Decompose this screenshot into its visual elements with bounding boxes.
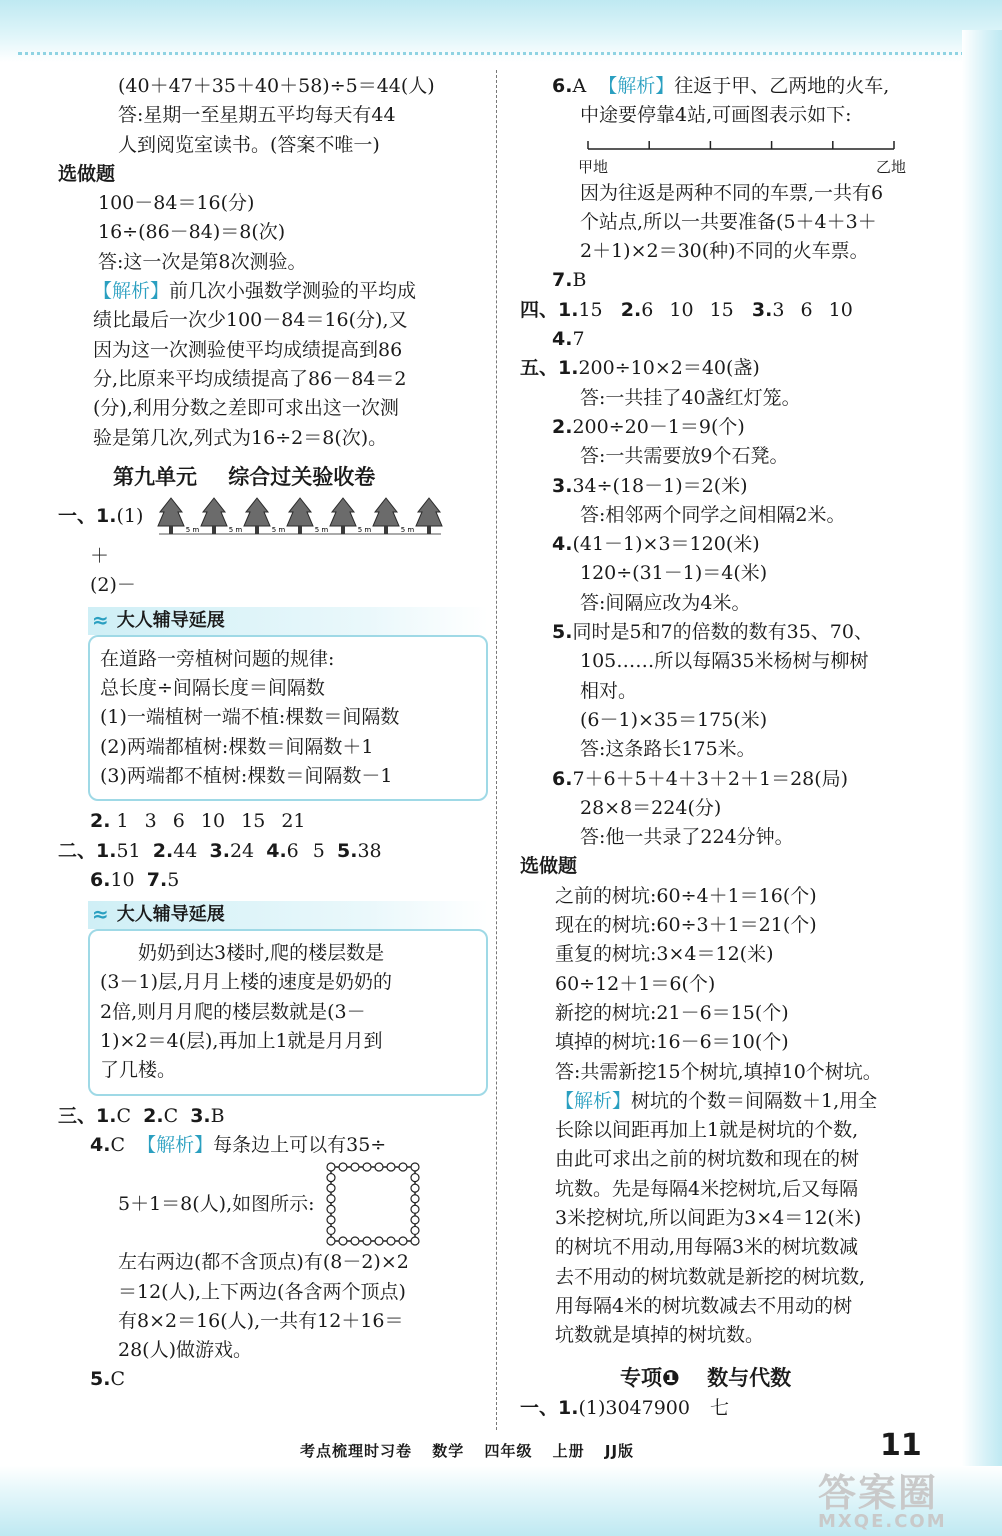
question-4-4 [520, 325, 940, 354]
child-dot [327, 1163, 335, 1171]
answer-line: 105……所以每隔35米杨树与柳树 [580, 650, 869, 673]
tip-box-2 [88, 901, 488, 1095]
top-wave-decor [18, 38, 984, 55]
answer-text: 200÷20－1＝9(个) [572, 415, 745, 438]
question-number: 6. [552, 75, 573, 97]
analysis-line: 坑数就是填掉的树坑数。 [555, 1324, 765, 1347]
answer-line: 相对。 [580, 679, 638, 702]
column-divider [496, 70, 497, 1430]
analysis-tag: 【解析】 [93, 280, 170, 303]
station-line-figure [520, 131, 940, 179]
answer-text: 6 5 [286, 839, 325, 862]
tree-icon [373, 498, 399, 526]
child-dot [327, 1195, 335, 1203]
section-number: 四、 [520, 298, 559, 321]
analysis-line: 绩比最后一次少100－84＝16(分),又 [93, 309, 408, 332]
question-number: 1. [558, 298, 579, 321]
section-number: 五、 [520, 357, 559, 380]
watermark-url: MXQE.COM [818, 1511, 947, 1532]
section-4-row1 [520, 296, 940, 325]
child-dot [327, 1216, 335, 1224]
analysis-line: 中途要停靠4站,可画图表示如下: [580, 104, 852, 127]
right-column [520, 72, 940, 1423]
tree-icon [201, 498, 227, 526]
child-dot [411, 1237, 419, 1245]
answer-line: 28×8＝224(分) [580, 796, 722, 819]
tip-line: (3－1)层,月月上楼的速度是奶奶的 [100, 971, 393, 994]
child-dot [411, 1163, 419, 1171]
tip-line: 总长度÷间隔长度＝间隔数 [100, 677, 325, 700]
analysis-text: 树坑的个数＝间隔数＋1,用全 [631, 1089, 878, 1112]
child-dot [327, 1205, 335, 1213]
answer-line: 答:一共挂了40盏红灯笼。 [580, 386, 801, 409]
question-number: 3. [552, 474, 573, 497]
answer-text: 51 [116, 839, 141, 862]
answer-text: 44 [173, 839, 198, 862]
answer-text: C [163, 1104, 179, 1127]
answer-line: 之前的树坑:60÷4＋1＝16(个) [555, 884, 817, 907]
right-decor-band [962, 30, 1002, 1470]
plus-sign: ＋ [90, 545, 110, 568]
tree-icon [244, 498, 270, 526]
interval-label: 5 m [186, 526, 200, 535]
question-number: 7. [552, 269, 573, 292]
tree-trunk [255, 526, 259, 534]
tip-title: 大人辅导延展 [116, 610, 225, 632]
analysis-line: 验是第几次,列式为16÷2＝8(次)。 [93, 426, 388, 449]
question-7 [520, 266, 940, 295]
interval-label: 5 m [358, 526, 372, 535]
tip-line: 奶奶到达3楼时,爬的楼层数是 [138, 942, 385, 965]
answer-text: B [572, 269, 587, 292]
analysis-line: ＝12(人),上下两边(各含两个顶点) [118, 1280, 406, 1303]
child-dot [411, 1205, 419, 1213]
answer-text: 7＋6＋5＋4＋3＋2＋1＝28(局) [572, 767, 849, 790]
question-number: 6. [90, 868, 111, 891]
child-dot [411, 1184, 419, 1192]
wave-icon: ≈ [92, 902, 109, 927]
analysis-line: (分),利用分数之差即可求出这一次测 [93, 397, 399, 420]
section-2-row1 [58, 837, 483, 866]
section-number: 二、 [58, 839, 97, 862]
tip-header [88, 607, 488, 635]
analysis-line: 用每隔4米的树坑数减去不用动的树 [555, 1294, 853, 1317]
answer-line: 答:他一共录了224分钟。 [580, 826, 794, 849]
wave-icon: ≈ [92, 608, 109, 633]
question-number: 7. [146, 868, 168, 891]
tree-icon [330, 498, 356, 526]
answer-line: 人到阅览室读书。(答案不唯一) [118, 133, 380, 156]
optional-title: 选做题 [520, 855, 578, 878]
tip-line: 2倍,则月月爬的楼层数就是(3－ [100, 1000, 366, 1023]
question-number: 一、1. [58, 505, 117, 528]
child-dot [363, 1163, 371, 1171]
analysis-line: 去不用动的树坑数就是新挖的树坑数, [555, 1265, 866, 1288]
answer-text: (41－1)×3＝120(米) [572, 533, 760, 556]
analysis-line [520, 1087, 940, 1116]
tip-line: (2)两端都植树:棵数＝间隔数＋1 [100, 735, 374, 758]
child-dot [339, 1237, 347, 1245]
tip-title: 大人辅导延展 [116, 904, 225, 926]
question-number: 5. [90, 1368, 111, 1391]
tip-line: (1)一端植树一端不植:棵数＝间隔数 [100, 706, 400, 729]
tree-trunk [298, 526, 302, 534]
question-number: 4. [552, 328, 573, 351]
tip-line: 在道路一旁植树问题的规律: [100, 647, 335, 670]
question-1-1 [58, 496, 483, 542]
answer-text: 同时是5和7的倍数的数有35、70、 [572, 621, 873, 644]
question-3-4-figure-line [58, 1160, 483, 1248]
question-number: 4. [552, 533, 573, 556]
interval-label: 5 m [401, 526, 415, 535]
analysis-tag: 【解析】 [137, 1133, 214, 1156]
question-5-1 [520, 354, 940, 383]
left-column [58, 72, 483, 1395]
question-5-5 [520, 618, 940, 647]
section-number: 三、 [58, 1104, 97, 1127]
analysis-line: 28(人)做游戏。 [118, 1339, 253, 1362]
answer-line: 答:间隔应改为4米。 [580, 591, 751, 614]
analysis-line: 有8×2＝16(人),一共有12＋16＝ [118, 1309, 404, 1332]
tree-icon [416, 498, 442, 526]
answer-line: 答:相邻两个同学之间相隔2米。 [580, 503, 846, 526]
child-dot [327, 1237, 335, 1245]
tip-line: 1)×2＝4(层),再加上1就是月月到 [100, 1030, 383, 1053]
question-number: 5. [552, 621, 573, 644]
question-5-3 [520, 472, 940, 501]
tip-content [88, 929, 488, 1095]
unit-title: 第九单元 综合过关验收卷 [113, 464, 376, 489]
answer-text: 200÷10×2＝40(盏) [578, 357, 760, 380]
question-number: 2. [152, 839, 174, 862]
question-5-2 [520, 413, 940, 442]
child-dot [399, 1163, 407, 1171]
tree-row-figure [155, 496, 455, 538]
section-2-row2 [58, 866, 483, 895]
tree-icon [158, 498, 184, 526]
analysis-line: 分,比原来平均成绩提高了86－84＝2 [93, 367, 407, 390]
question-number: 2. [620, 298, 642, 321]
answer-text: 38 [357, 839, 382, 862]
watermark-logo: 答案圈 [818, 1471, 939, 1515]
answer-text: B [210, 1104, 225, 1127]
answer-line: 重复的树坑:3×4＝12(米) [555, 943, 774, 966]
question-1-2 [58, 807, 483, 836]
answer-text: 7 [572, 328, 585, 351]
child-dot [375, 1163, 383, 1171]
question-number: 3. [751, 298, 773, 321]
child-dot [339, 1163, 347, 1171]
tree-trunk [169, 526, 173, 534]
child-dot [387, 1163, 395, 1171]
question-number: 2. [143, 1104, 164, 1127]
answer-line: 答:这条路长175米。 [580, 738, 756, 761]
answer-text: 1 3 6 10 15 21 [116, 810, 306, 833]
analysis-line: 坑数。先是每隔4米挖树坑,后又每隔 [555, 1177, 859, 1200]
answer-text: (1)3047900 七 [578, 1396, 730, 1419]
question-number: 2. [90, 810, 111, 833]
tree-trunk [384, 526, 388, 534]
child-dot [327, 1184, 335, 1192]
analysis-line: 个站点,所以一共要准备(5＋4＋3＋ [580, 210, 877, 233]
top-decor-band [0, 0, 1002, 62]
tip-header [88, 901, 488, 929]
question-6 [520, 72, 940, 101]
analysis-line: 左右两边(都不含顶点)有(8－2)×2 [118, 1251, 409, 1274]
answer-line: 填掉的树坑:16－6＝10(个) [555, 1031, 789, 1054]
analysis-text: 5＋1＝8(人),如图所示: [118, 1192, 315, 1215]
child-dot [327, 1227, 335, 1235]
child-dot [411, 1195, 419, 1203]
analysis-line: 的树坑不用动,用每隔3米的树坑数减 [555, 1236, 859, 1259]
child-dot [327, 1174, 335, 1182]
child-dot [375, 1237, 383, 1245]
square-children-figure [323, 1161, 423, 1247]
tree-trunk [341, 526, 345, 534]
tree-trunk [212, 526, 216, 534]
place-label-right: 乙地 [876, 157, 907, 176]
analysis-text: 每条边上可以有35÷ [213, 1133, 387, 1156]
question-3-5 [58, 1365, 483, 1394]
answer-line: 答:一共需要放9个石凳。 [580, 445, 789, 468]
question-number: 2. [552, 415, 573, 438]
watermark [818, 1462, 947, 1532]
question-number: 4. [266, 839, 287, 862]
optional-title: 选做题 [58, 162, 116, 185]
answer-text: C [110, 1133, 125, 1156]
question-number: 1. [558, 357, 579, 380]
answer-text: 10 [110, 868, 135, 891]
interval-label: 5 m [272, 526, 286, 535]
analysis-text: 往返于甲、乙两地的火车, [674, 75, 890, 97]
answer-text: C [110, 1368, 125, 1391]
analysis-line: 因为往返是两种不同的车票,一共有6 [580, 181, 884, 204]
answer-text: 15 [578, 298, 603, 321]
answer-line: 60÷12＋1＝6(个) [555, 972, 716, 995]
analysis-line: 长除以间距再加上1就是树坑的个数, [555, 1119, 859, 1142]
topic-title: 专项❶ 数与代数 [620, 1366, 792, 1391]
answer-line: 16÷(86－84)＝8(次) [98, 221, 286, 244]
answer-line: 现在的树坑:60÷3＋1＝21(个) [555, 914, 817, 937]
question-number: 6. [552, 767, 573, 790]
tip-line: (3)两端都不植树:棵数＝间隔数－1 [100, 764, 393, 787]
analysis-tag: 【解析】 [555, 1089, 632, 1112]
answer-line: 答:这一次是第8次测验。 [98, 250, 307, 273]
analysis-line: 3米挖树坑,所以间距为3×4＝12(米) [555, 1206, 862, 1229]
answer-text: 5 [167, 868, 180, 891]
answer-text: 24 [229, 839, 255, 862]
tree-trunk [427, 526, 431, 534]
question-number: 3. [209, 839, 230, 862]
analysis-line: 因为这一次测验使平均成绩提高到86 [93, 338, 403, 361]
answer-line: (6－1)×35＝175(米) [580, 708, 768, 731]
tip-line: 了几楼。 [100, 1059, 177, 1082]
interval-label: 5 m [229, 526, 243, 535]
question-number: 1. [96, 1104, 117, 1127]
analysis-line: 2＋1)×2＝30(种)不同的火车票。 [580, 240, 869, 263]
child-dot [411, 1216, 419, 1224]
child-dot [411, 1174, 419, 1182]
answer-text: 3 6 10 [772, 298, 853, 321]
tip-content [88, 635, 488, 801]
question-number: 1. [96, 839, 117, 862]
analysis-line [58, 277, 483, 306]
section-3-row1 [58, 1102, 483, 1131]
place-label-left: 甲地 [578, 157, 609, 176]
analysis-tag: 【解析】 [598, 75, 675, 97]
child-dot [411, 1227, 419, 1235]
interval-label: 5 m [315, 526, 329, 535]
analysis-text: 前几次小强数学测验的平均成 [169, 280, 417, 303]
question-5-6 [520, 765, 940, 794]
question-number: 一、1. [520, 1396, 579, 1419]
child-dot [387, 1237, 395, 1245]
answer-text: 34÷(18－1)＝2(米) [572, 474, 748, 497]
answer-text: 6 10 15 [641, 298, 734, 321]
topic-question-1 [520, 1394, 940, 1423]
answer-line: 答:星期一至星期五平均每天有44 [118, 104, 396, 127]
answer-line: 120÷(31－1)＝4(米) [580, 562, 768, 585]
child-dot [351, 1163, 359, 1171]
question-number: 3. [190, 1104, 211, 1127]
analysis-line: 由此可求出之前的树坑数和现在的树 [555, 1148, 860, 1171]
footer-text: 考点梳理时习卷 数学 四年级 上册 JJ版 [300, 1442, 635, 1460]
question-5-4 [520, 530, 940, 559]
question-3-4 [58, 1131, 483, 1160]
tree-icon [287, 498, 313, 526]
question-number: 5. [336, 839, 358, 862]
answer-text: A [572, 75, 587, 97]
child-dot [399, 1237, 407, 1245]
child-dot [351, 1237, 359, 1245]
answer-line: 答:共需新挖15个树坑,填掉10个树坑。 [555, 1060, 882, 1083]
answer-line: 新挖的树坑:21－6＝15(个) [555, 1001, 789, 1024]
answer-line: (40＋47＋35＋40＋58)÷5＝44(人) [118, 75, 435, 97]
part-2: (2)－ [90, 574, 136, 597]
question-number: 4. [90, 1133, 111, 1156]
part-label: (1) [116, 505, 144, 528]
child-dot [363, 1237, 371, 1245]
answer-text: C [116, 1104, 132, 1127]
tip-box-1 [88, 607, 488, 801]
page-number: 11 [880, 1428, 922, 1463]
answer-line: 100－84＝16(分) [98, 192, 255, 215]
